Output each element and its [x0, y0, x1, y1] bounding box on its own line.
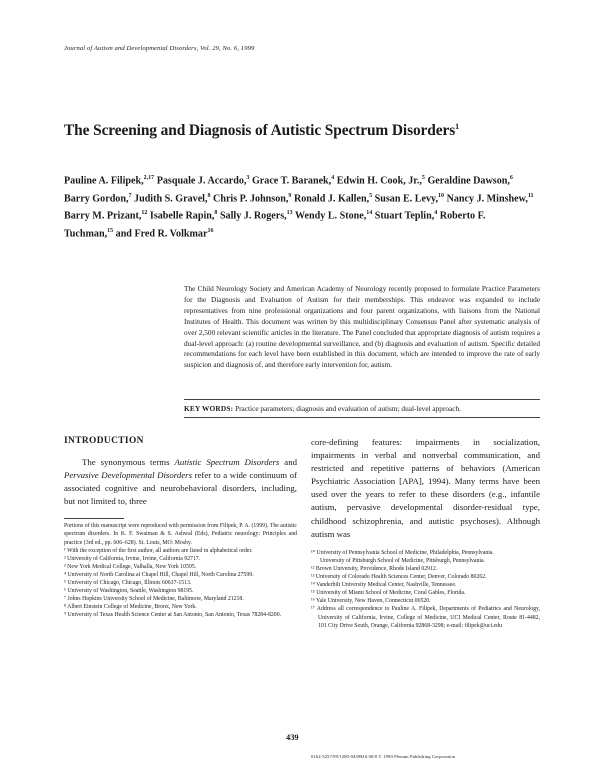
author-name: Wendy L. Stone,	[295, 210, 367, 222]
author-name: and Fred R. Volkmar	[115, 228, 208, 240]
intro-p1-text-b: and	[279, 457, 297, 467]
right-column	[311, 436, 540, 630]
keywords-text: Practice parameters; diagnosis and evaluation of autism; dual-level approach.	[235, 404, 461, 413]
author-affiliation-marker: 16	[207, 227, 214, 234]
page-number: 439	[286, 733, 299, 742]
author-name: Isabelle Rapin,	[149, 210, 215, 222]
author-affiliation-marker: 14	[366, 210, 373, 217]
author-affiliation-marker: 15	[107, 227, 114, 234]
intro-p1-term-1: Autistic Spectrum Disorders	[174, 457, 280, 467]
author-name: Edwin H. Cook, Jr.,	[336, 175, 422, 187]
keywords-bottom-rule	[184, 417, 540, 418]
author-name: Chris P. Johnson,	[213, 192, 289, 204]
author-affiliation-marker: 13	[286, 210, 293, 217]
author-affiliation-marker: 8	[214, 210, 218, 217]
intro-paragraph-2: core-defining features: impairments in socialization, impairments in verbal and nonverbal communication, and restricted and repetitive patterns of behaviors (American Psychiatric Association [APA], 1994). Many terms have been used over the years to refer to these disorders (e.g., infantile autism, pervasive developmental disorder-residual type, childhood schizophrenia, and autistic psychoses). Although autism was	[311, 437, 540, 539]
footnote: ⁹ University of Texas Health Science Center at San Antonio, San Antonio, Texas 78284-8200.	[64, 612, 282, 619]
journal-header: Journal of Autism and Developmental Disorders, Vol. 29, No. 6, 1999	[64, 45, 255, 52]
author-affiliation-marker: 5	[369, 192, 373, 199]
section-heading-introduction: INTRODUCTION	[64, 436, 144, 446]
keywords-label: KEY WORDS:	[184, 404, 234, 413]
footnote: ⁶ University of Washington, Seattle, Washington 98195.	[64, 588, 194, 595]
footnote-rule	[64, 518, 124, 519]
left-column	[64, 436, 297, 620]
footnote: ¹⁰ University of Pennsylvania School of Medicine, Philadelphia, Pennsylvania.	[311, 549, 494, 556]
footnote: ⁴ University of North Carolina at Chapel Hill, Chapel Hill, North Carolina 27599.	[64, 571, 254, 578]
author-affiliation-marker: 2,17	[143, 175, 155, 181]
footnote: Portions of this manuscript were reproduced with permission from Filipek, P. A. (1999). The autistic spectrum disorders. In K. F. Swaiman & S. Ashwal (Eds), Pediatric neurology: Principles and practice (3rd ed., pp. 606–628). St. Louis, MO: Mosby.	[64, 523, 297, 546]
footnote: ² University of California, Irvine, Irvine, California 92717.	[64, 555, 201, 562]
author-affiliation-marker: 10	[438, 192, 445, 199]
author-name: Ronald J. Kallen,	[293, 192, 370, 204]
footnote: ³ New York Medical College, Valhalla, New York 10595.	[64, 563, 197, 570]
author-name: Roberto F. Tuchman,	[64, 210, 486, 240]
footnote: ¹⁷ Address all correspondence to Pauline A. Filipek, Departments of Pediatrics and Neurology, University of California, Irvine, College of Medicine, UCI Medical Center, Route 81-4482, 101 City Drive South, Orange, California 92868-3298; e-mail: filipek@uci.edu	[311, 606, 540, 629]
author-name: Pasquale J. Accardo,	[156, 175, 247, 187]
keywords	[184, 404, 540, 413]
intro-p1-text-a: The synonymous terms	[82, 457, 175, 467]
author-name: Grace T. Baranek,	[251, 175, 332, 187]
author-name: Geraldine Dawson,	[427, 175, 510, 187]
author-affiliation-marker: 7	[128, 192, 132, 199]
footnote: ⁵ University of Chicago, Chicago, Illinois 60637-1513.	[64, 580, 192, 587]
author-name: Barry M. Prizant,	[64, 210, 142, 222]
author-affiliation-marker: 4	[434, 210, 438, 217]
footnote: ⁸ Albert Einstein College of Medicine, Bronx, New York.	[64, 604, 197, 611]
author-name: Nancy J. Minshew,	[446, 192, 528, 204]
footnote: ¹⁴ Vanderbilt University Medical Center, Nashville, Tennessee.	[311, 582, 457, 589]
footnotes-right	[311, 549, 540, 630]
footnote: ⁷ Johns Hopkins University School of Medicine, Baltimore, Maryland 21218.	[64, 596, 244, 603]
author-affiliation-marker: 3	[246, 175, 250, 181]
author-name: Sally J. Rogers,	[219, 210, 287, 222]
author-name: Susan E. Levy,	[374, 192, 439, 204]
article-title	[64, 122, 564, 140]
keywords-top-rule	[184, 399, 540, 400]
author-name: Barry Gordon,	[64, 192, 129, 204]
footnotes-left	[64, 522, 297, 619]
author-affiliation-marker: 12	[141, 210, 148, 217]
author-name: Stuart Teplin,	[374, 210, 435, 222]
author-name: Judith S. Gravel,	[134, 192, 208, 204]
intro-p1-text-c: refer to a wide continuum of associated cognitive and neurobehavioral disorders, including, but not limited to, three	[64, 470, 297, 507]
author-affiliation-marker: 8	[207, 192, 211, 199]
author-affiliation-marker: 11	[527, 192, 534, 199]
article-title-text: The Screening and Diagnosis of Autistic Spectrum Disorders	[64, 122, 456, 140]
footnote-continuation: University of Pittsburgh School of Medicine, Pittsburgh, Pennsylvania.	[320, 557, 485, 564]
copyright-line: 0162-3257/99/1200-0439$16.00/0 © 1999 Plenum Publishing Corporation	[311, 754, 456, 759]
author-list	[64, 171, 534, 241]
author-affiliation-marker: 9	[288, 192, 292, 199]
footnote: ¹⁵ University of Miami School of Medicine, Coral Gables, Florida.	[311, 590, 466, 597]
author-affiliation-marker: 5	[421, 175, 425, 181]
intro-paragraph-1	[64, 456, 297, 508]
footnote: ¹³ University of Colorado Health Sciences Center, Denver, Colorado 80262.	[311, 574, 487, 581]
title-footnote-marker: 1	[455, 122, 460, 131]
author-affiliation-marker: 4	[331, 175, 335, 181]
abstract: The Child Neurology Society and American Academy of Neurology recently proposed to formulate Practice Parameters for the Diagnosis and Evaluation of Autism for their memberships. This endeavor was expanded to include representatives from nine professional organizations and four parent organizations, with liaisons from the National Institutes of Health. This document was written by this multidisciplinary Consensus Panel after systematic analysis of over 2,500 relevant scientific articles in the literature. The Panel concluded that appropriate diagnosis of autism requires a dual-level approach: (a) routine developmental surveillance, and (b) diagnosis and evaluation of autism. Specific detailed recommendations for each level have been established in this document, which are intended to improve the rate of early suspicion and diagnosis of, and therefore early intervention for, autism.	[184, 284, 540, 370]
intro-p1-term-2: Pervasive Developmental Disorders	[64, 470, 192, 481]
author-affiliation-marker: 6	[509, 175, 513, 181]
author-name: Pauline A. Filipek,	[64, 175, 144, 187]
footnote: ¹ With the exception of the first author, all authors are listed in alphabetical order.	[64, 547, 253, 554]
footnote: ¹⁶ Yale University, New Haven, Connecticut 06520.	[311, 598, 431, 605]
footnote: ¹² Brown University, Providence, Rhode Island 02912.	[311, 565, 438, 572]
